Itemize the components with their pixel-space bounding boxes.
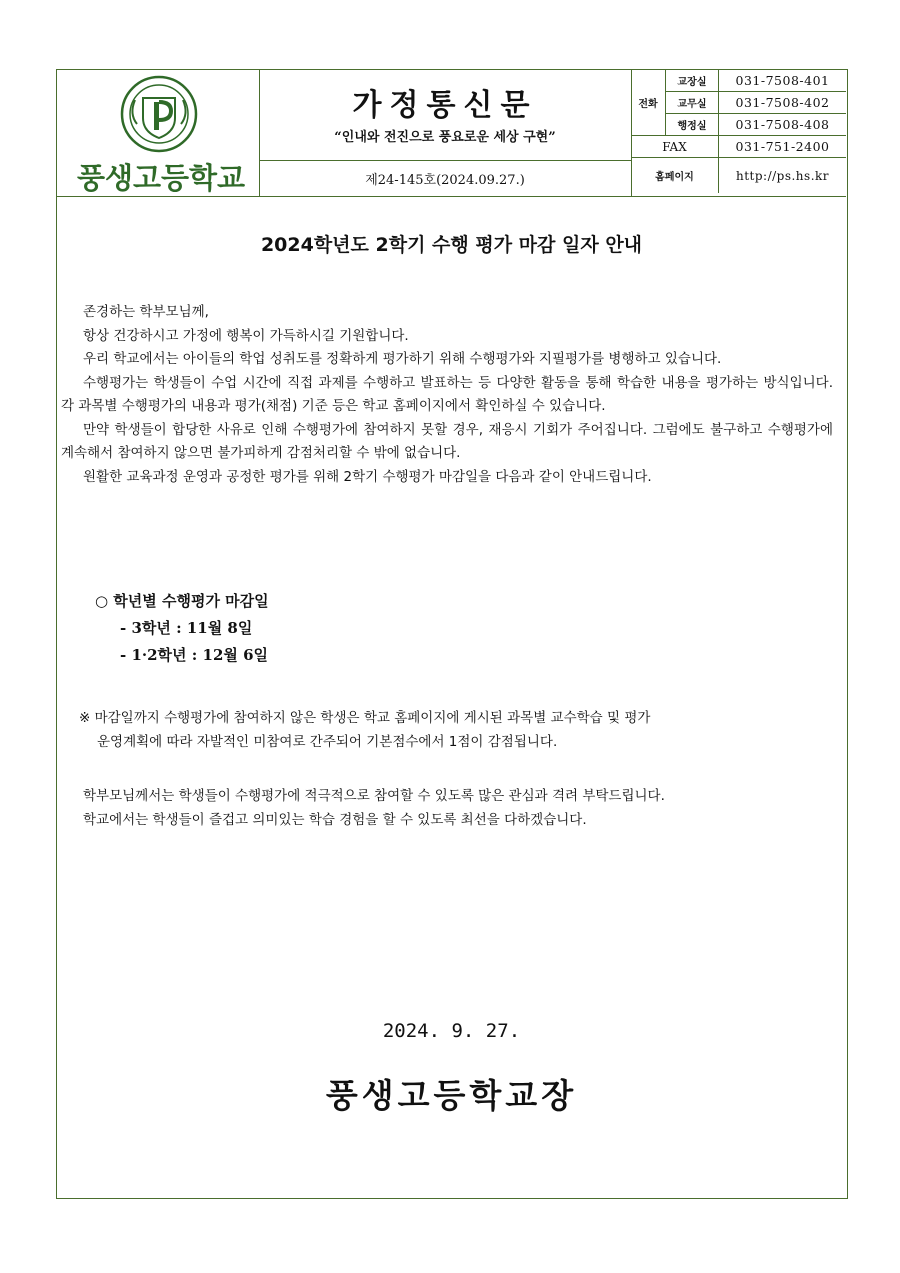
schedule-item: - 1·2학년 : 12월 6일 <box>120 646 269 664</box>
signer: 풍생고등학교장 <box>325 1076 578 1115</box>
school-name: 풍생고등학교 <box>76 161 246 195</box>
letter-date: 2024. 9. 27. <box>382 1020 521 1042</box>
notice-title: 2024학년도 2학기 수행 평가 마감 일자 안내 <box>260 234 643 256</box>
contact-value-academic: 031-7508-402 <box>719 92 847 114</box>
homepage-label: 홈페이지 <box>631 158 719 194</box>
contact-value-principal: 031-7508-401 <box>719 70 847 92</box>
fax-label: FAX <box>631 136 719 158</box>
newsletter-title: 가정통신문 <box>352 88 538 123</box>
closing-paragraph: 학부모님께서는 학생들이 수행평가에 적극적으로 참여할 수 있도록 많은 관심과 격려 부탁드립니다. <box>83 788 665 804</box>
note-line: 운영계획에 따라 자발적인 미참여로 간주되어 기본점수에서 1점이 감점됩니다. <box>97 734 558 750</box>
school-motto: “인내와 전진으로 풍요로운 세상 구현” <box>334 130 556 145</box>
issue-number: 제24-145호(2024.09.27.) <box>365 173 525 188</box>
body-paragraph: 우리 학교에서는 아이들의 학업 성취도를 정확하게 평가하기 위해 수행평가와 지필평가를 병행하고 있습니다. <box>83 351 722 367</box>
phone-label: 전화 <box>631 70 666 136</box>
contact-value-admin: 031-7508-408 <box>719 114 847 136</box>
penalty-note <box>79 706 839 754</box>
document-frame <box>56 69 848 1199</box>
contact-label-principal: 교장실 <box>666 70 719 92</box>
body-paragraph: 만약 학생들이 합당한 사유로 인해 수행평가에 참여하지 못할 경우, 재응시 기회가 주어집니다. 그럼에도 불구하고 수행평가에 계속해서 참여하지 않으면 불가피하게 감점처리할 수 밖에 없습니다. <box>61 421 833 461</box>
body-paragraph: 항상 건강하시고 가정에 행복이 가득하시길 기원합니다. <box>83 327 409 344</box>
schedule-heading: ○ 학년별 수행평가 마감일 <box>95 592 269 610</box>
body-paragraph: 원활한 교육과정 운영과 공정한 평가를 위해 2학기 수행평가 마감일을 다음과 같이 안내드립니다. <box>83 468 652 485</box>
deadline-schedule <box>95 588 269 669</box>
contact-label-admin: 행정실 <box>666 114 719 136</box>
logo-cell <box>57 70 260 196</box>
body-paragraph: 존경하는 학부모님께, <box>83 304 209 320</box>
letter-header <box>57 70 846 197</box>
contact-table <box>631 70 846 196</box>
title-cell <box>259 70 632 161</box>
letter-body <box>61 301 833 489</box>
contact-label-academic: 교무실 <box>666 92 719 114</box>
note-line: ※ 마감일까지 수행평가에 참여하지 않은 학생은 학교 홈페이지에 게시된 과목별 교수학습 및 평가 <box>79 710 651 726</box>
closing-paragraph: 학교에서는 학생들이 즐겁고 의미있는 학습 경험을 할 수 있도록 최선을 다하겠습니다. <box>83 812 587 828</box>
closing-paragraphs <box>61 784 833 832</box>
fax-value: 031-751-2400 <box>719 136 847 158</box>
homepage-link[interactable]: http://ps.hs.kr <box>719 158 847 194</box>
schedule-item: - 3학년 : 11월 8일 <box>120 619 253 637</box>
issue-cell <box>259 160 632 196</box>
school-emblem-icon <box>119 74 199 154</box>
body-paragraph: 수행평가는 학생들이 수업 시간에 직접 과제를 수행하고 발표하는 등 다양한 활동을 통해 학습한 내용을 평가하는 방식입니다. 각 과목별 수행평가의 내용과 평가(채점) 기준 등은 학교 홈페이지에서 확인하실 수 있습니다. <box>61 374 833 414</box>
